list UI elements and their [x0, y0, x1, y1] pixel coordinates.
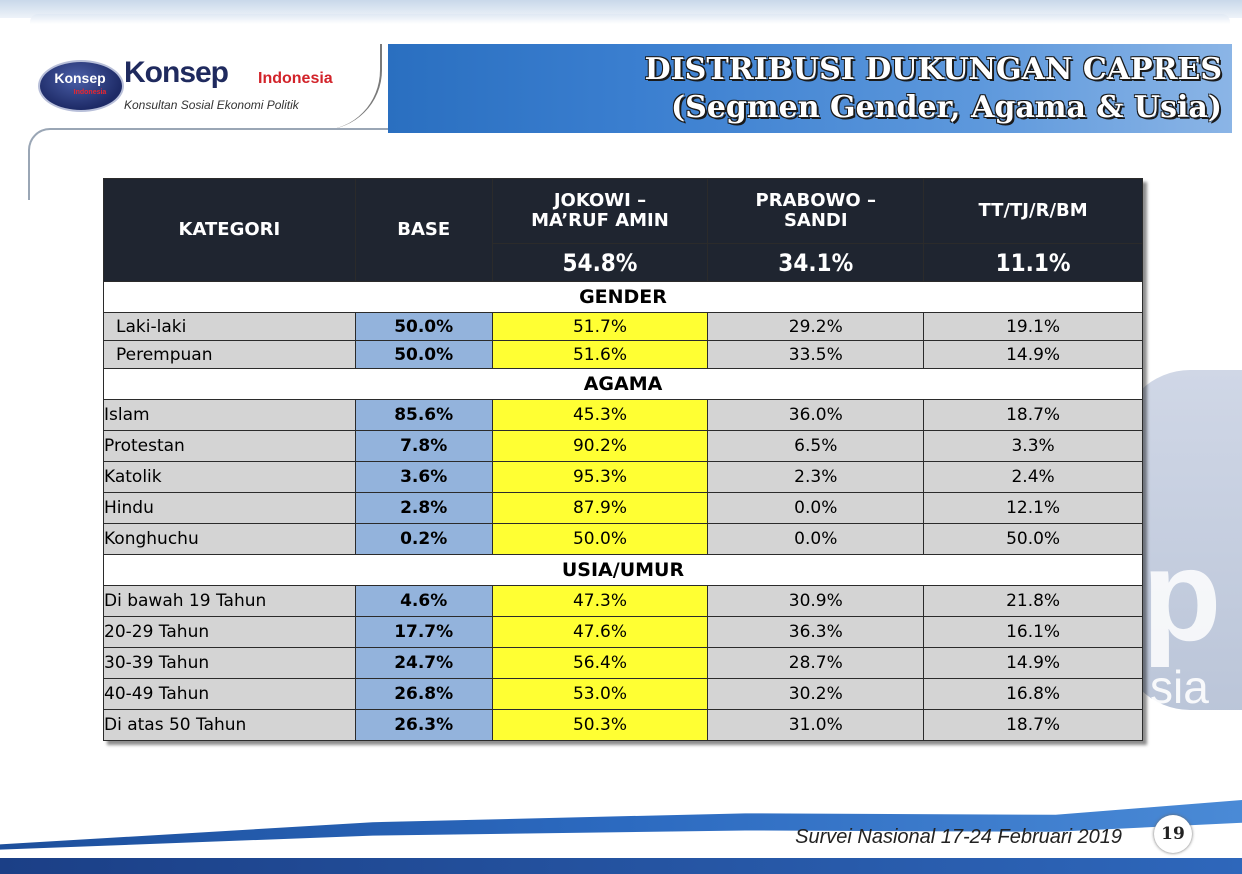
table-row [104, 400, 1143, 431]
row-label: Konghuchu [104, 524, 356, 555]
row-tt: 18.7% [924, 710, 1143, 741]
row-prabowo: 29.2% [708, 313, 924, 341]
row-label: 30-39 Tahun [104, 648, 356, 679]
row-tt: 14.9% [924, 341, 1143, 369]
row-jokowi: 51.6% [492, 341, 708, 369]
logo-country: Indonesia [258, 70, 333, 87]
footer-bar [0, 858, 1242, 874]
row-tt: 18.7% [924, 400, 1143, 431]
row-jokowi: 95.3% [492, 462, 708, 493]
row-jokowi: 47.3% [492, 586, 708, 617]
results-table [103, 178, 1143, 741]
row-prabowo: 30.9% [708, 586, 924, 617]
row-base: 4.6% [355, 586, 492, 617]
row-jokowi: 56.4% [492, 648, 708, 679]
logo-tagline: Konsultan Sosial Ekonomi Politik [124, 98, 299, 112]
row-prabowo: 31.0% [708, 710, 924, 741]
row-prabowo: 30.2% [708, 679, 924, 710]
row-label: Di atas 50 Tahun [104, 710, 356, 741]
footer-survey-label: Survei Nasional 17-24 Februari 2019 [795, 826, 1122, 848]
table-row [104, 341, 1143, 369]
header-base: BASE [355, 179, 492, 282]
row-base: 50.0% [355, 341, 492, 369]
row-prabowo: 28.7% [708, 648, 924, 679]
row-tt: 14.9% [924, 648, 1143, 679]
row-prabowo: 0.0% [708, 524, 924, 555]
watermark-suffix: sia [1150, 661, 1209, 713]
row-tt: 12.1% [924, 493, 1143, 524]
row-base: 3.6% [355, 462, 492, 493]
row-label: Perempuan [104, 341, 356, 369]
section-usia: USIA/UMUR [104, 555, 1143, 586]
total-tt: 11.1% [924, 244, 1143, 282]
section-gender: GENDER [104, 282, 1143, 313]
row-base: 50.0% [355, 313, 492, 341]
row-base: 26.3% [355, 710, 492, 741]
table-row [104, 524, 1143, 555]
header-prabowo-line2: SANDI [783, 210, 848, 231]
header-prabowo-line1: PRABOWO – [755, 190, 876, 211]
row-label: Di bawah 19 Tahun [104, 586, 356, 617]
row-label: Laki-laki [104, 313, 356, 341]
table-row [104, 493, 1143, 524]
row-jokowi: 50.3% [492, 710, 708, 741]
table-row [104, 710, 1143, 741]
row-base: 0.2% [355, 524, 492, 555]
row-jokowi: 50.0% [492, 524, 708, 555]
row-jokowi: 51.7% [492, 313, 708, 341]
header-kategori: KATEGORI [104, 179, 356, 282]
row-jokowi: 87.9% [492, 493, 708, 524]
row-label: Hindu [104, 493, 356, 524]
row-base: 7.8% [355, 431, 492, 462]
row-tt: 19.1% [924, 313, 1143, 341]
row-tt: 3.3% [924, 431, 1143, 462]
row-jokowi: 90.2% [492, 431, 708, 462]
row-prabowo: 6.5% [708, 431, 924, 462]
row-base: 85.6% [355, 400, 492, 431]
watermark-letter: p [1142, 522, 1222, 668]
row-jokowi: 45.3% [492, 400, 708, 431]
total-prabowo: 34.1% [708, 244, 924, 282]
header-jokowi-line2: MA’RUF AMIN [531, 210, 669, 231]
table-row [104, 648, 1143, 679]
row-tt: 16.8% [924, 679, 1143, 710]
row-prabowo: 2.3% [708, 462, 924, 493]
row-label: Katolik [104, 462, 356, 493]
row-label: 20-29 Tahun [104, 617, 356, 648]
logo-name: Konsep [124, 56, 229, 89]
table-row [104, 431, 1143, 462]
table-row [104, 679, 1143, 710]
row-base: 24.7% [355, 648, 492, 679]
row-base: 2.8% [355, 493, 492, 524]
page-number: 19 [1154, 815, 1192, 853]
row-prabowo: 36.0% [708, 400, 924, 431]
table-row [104, 313, 1143, 341]
row-label: 40-49 Tahun [104, 679, 356, 710]
row-jokowi: 47.6% [492, 617, 708, 648]
header-jokowi [492, 179, 708, 244]
row-prabowo: 36.3% [708, 617, 924, 648]
row-base: 26.8% [355, 679, 492, 710]
row-tt: 2.4% [924, 462, 1143, 493]
logo-emblem-icon [38, 60, 124, 112]
row-tt: 50.0% [924, 524, 1143, 555]
top-band-inner [30, 14, 1230, 24]
logo-emblem-text: Konsep [54, 70, 106, 86]
slide-title: DISTRIBUSI DUKUNGAN CAPRES [644, 52, 1222, 87]
row-label: Protestan [104, 431, 356, 462]
row-label: Islam [104, 400, 356, 431]
row-jokowi: 53.0% [492, 679, 708, 710]
slide-subtitle: (Segmen Gender, Agama & Usia) [670, 90, 1222, 125]
row-base: 17.7% [355, 617, 492, 648]
row-tt: 21.8% [924, 586, 1143, 617]
row-tt: 16.1% [924, 617, 1143, 648]
total-jokowi: 54.8% [492, 244, 708, 282]
header-jokowi-line1: JOKOWI – [553, 190, 647, 211]
row-prabowo: 0.0% [708, 493, 924, 524]
table-row [104, 586, 1143, 617]
logo-emblem-subtext: Indonesia [73, 89, 107, 96]
table-row [104, 617, 1143, 648]
header-tt: TT/TJ/R/BM [924, 179, 1143, 244]
row-prabowo: 33.5% [708, 341, 924, 369]
table-row [104, 462, 1143, 493]
section-agama: AGAMA [104, 369, 1143, 400]
header-prabowo [708, 179, 924, 244]
